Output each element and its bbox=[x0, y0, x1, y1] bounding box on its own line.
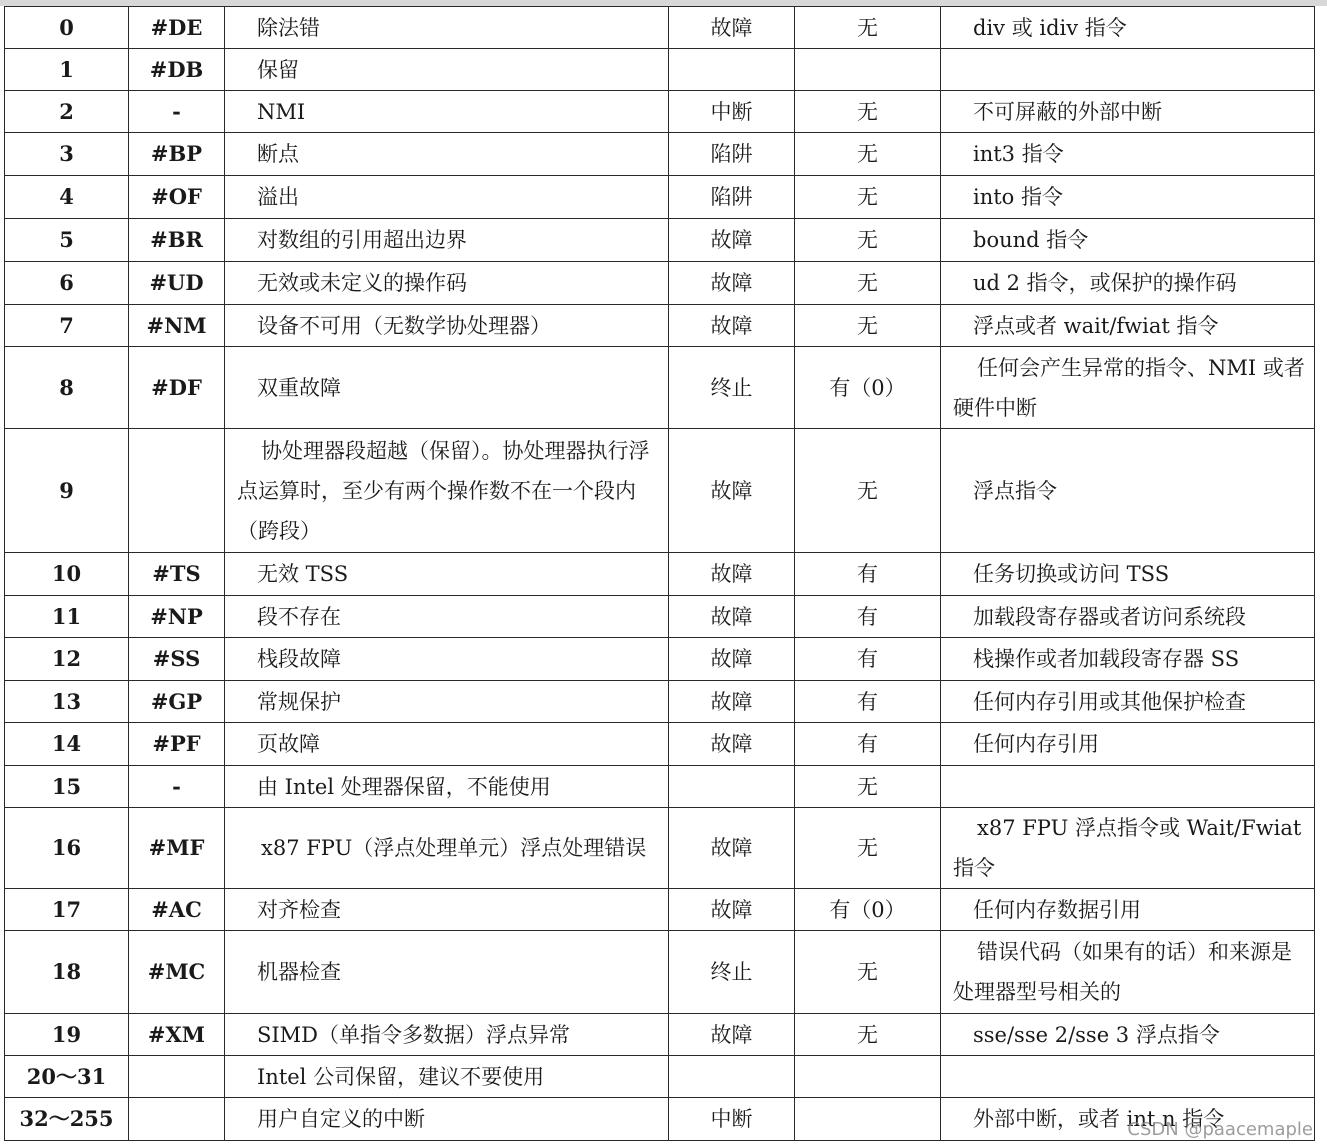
table-row bbox=[5, 723, 1315, 766]
source-cell: bound 指令 bbox=[941, 219, 1315, 262]
mnemonic-cell: #BR bbox=[129, 219, 225, 262]
type-cell: 终止 bbox=[669, 347, 795, 429]
description-cell: 用户自定义的中断 bbox=[225, 1098, 669, 1141]
table-row bbox=[5, 553, 1315, 596]
description-cell: 溢出 bbox=[225, 176, 669, 219]
table-row bbox=[5, 766, 1315, 808]
error-code-cell: 无 bbox=[795, 766, 941, 808]
source-cell: 浮点指令 bbox=[941, 429, 1315, 553]
description-cell: Intel 公司保留，建议不要使用 bbox=[225, 1056, 669, 1098]
table-row bbox=[5, 49, 1315, 91]
description-cell: 常规保护 bbox=[225, 681, 669, 723]
error-code-cell: 无 bbox=[795, 176, 941, 219]
error-code-cell: 无 bbox=[795, 305, 941, 347]
source-cell: 任何会产生异常的指令、NMI 或者硬件中断 bbox=[941, 347, 1315, 429]
vector-cell: 10 bbox=[5, 553, 129, 596]
mnemonic-cell: - bbox=[129, 91, 225, 133]
type-cell: 故障 bbox=[669, 1014, 795, 1056]
description-cell: 栈段故障 bbox=[225, 638, 669, 681]
description-cell: 设备不可用（无数学协处理器） bbox=[225, 305, 669, 347]
source-cell bbox=[941, 766, 1315, 808]
mnemonic-cell: #MF bbox=[129, 808, 225, 889]
mnemonic-cell: #UD bbox=[129, 262, 225, 305]
type-cell: 故障 bbox=[669, 723, 795, 766]
vector-cell: 16 bbox=[5, 808, 129, 889]
source-cell: sse/sse 2/sse 3 浮点指令 bbox=[941, 1014, 1315, 1056]
source-cell: div 或 idiv 指令 bbox=[941, 7, 1315, 49]
description-cell: NMI bbox=[225, 91, 669, 133]
table-row bbox=[5, 808, 1315, 889]
description-cell: 断点 bbox=[225, 133, 669, 176]
type-cell bbox=[669, 766, 795, 808]
source-cell: 错误代码（如果有的话）和来源是处理器型号相关的 bbox=[941, 931, 1315, 1014]
mnemonic-cell bbox=[129, 1056, 225, 1098]
vector-cell: 15 bbox=[5, 766, 129, 808]
description-cell: 除法错 bbox=[225, 7, 669, 49]
mnemonic-cell: #NP bbox=[129, 596, 225, 638]
vector-cell: 12 bbox=[5, 638, 129, 681]
error-code-cell: 有（0） bbox=[795, 889, 941, 931]
vector-cell: 0 bbox=[5, 7, 129, 49]
error-code-cell bbox=[795, 1056, 941, 1098]
error-code-cell: 有 bbox=[795, 723, 941, 766]
table-row bbox=[5, 305, 1315, 347]
mnemonic-cell: #SS bbox=[129, 638, 225, 681]
vector-cell: 19 bbox=[5, 1014, 129, 1056]
error-code-cell bbox=[795, 49, 941, 91]
vector-cell: 13 bbox=[5, 681, 129, 723]
type-cell: 故障 bbox=[669, 305, 795, 347]
vector-cell: 3 bbox=[5, 133, 129, 176]
table-row bbox=[5, 1014, 1315, 1056]
vector-cell: 9 bbox=[5, 429, 129, 553]
mnemonic-cell: #XM bbox=[129, 1014, 225, 1056]
error-code-cell: 无 bbox=[795, 7, 941, 49]
source-cell: 任何内存引用 bbox=[941, 723, 1315, 766]
error-code-cell: 无 bbox=[795, 1014, 941, 1056]
table-row bbox=[5, 219, 1315, 262]
error-code-cell: 无 bbox=[795, 262, 941, 305]
source-cell: into 指令 bbox=[941, 176, 1315, 219]
description-cell: 机器检查 bbox=[225, 931, 669, 1014]
description-cell: 由 Intel 处理器保留，不能使用 bbox=[225, 766, 669, 808]
table-row bbox=[5, 262, 1315, 305]
description-cell: 保留 bbox=[225, 49, 669, 91]
description-cell: 对齐检查 bbox=[225, 889, 669, 931]
type-cell: 陷阱 bbox=[669, 133, 795, 176]
mnemonic-cell: #AC bbox=[129, 889, 225, 931]
source-cell: 任务切换或访问 TSS bbox=[941, 553, 1315, 596]
error-code-cell: 有 bbox=[795, 553, 941, 596]
description-cell: 协处理器段超越（保留）。协处理器执行浮点运算时，至少有两个操作数不在一个段内（跨段） bbox=[225, 429, 669, 553]
interrupt-vector-table bbox=[4, 6, 1315, 1141]
error-code-cell: 无 bbox=[795, 219, 941, 262]
table-row bbox=[5, 91, 1315, 133]
type-cell: 故障 bbox=[669, 596, 795, 638]
error-code-cell: 有 bbox=[795, 596, 941, 638]
source-cell: 浮点或者 wait/fwiat 指令 bbox=[941, 305, 1315, 347]
table-row bbox=[5, 176, 1315, 219]
description-cell: 无效 TSS bbox=[225, 553, 669, 596]
description-cell: SIMD（单指令多数据）浮点异常 bbox=[225, 1014, 669, 1056]
mnemonic-cell bbox=[129, 1098, 225, 1141]
vector-cell: 4 bbox=[5, 176, 129, 219]
table-row bbox=[5, 347, 1315, 429]
type-cell: 故障 bbox=[669, 429, 795, 553]
table-row bbox=[5, 429, 1315, 553]
mnemonic-cell: #DE bbox=[129, 7, 225, 49]
source-cell: 任何内存引用或其他保护检查 bbox=[941, 681, 1315, 723]
source-cell: 任何内存数据引用 bbox=[941, 889, 1315, 931]
table-row bbox=[5, 638, 1315, 681]
source-cell: 外部中断，或者 int n 指令 bbox=[941, 1098, 1315, 1141]
mnemonic-cell: #PF bbox=[129, 723, 225, 766]
table-row bbox=[5, 1098, 1315, 1141]
type-cell: 故障 bbox=[669, 262, 795, 305]
type-cell: 中断 bbox=[669, 1098, 795, 1141]
type-cell: 中断 bbox=[669, 91, 795, 133]
type-cell: 陷阱 bbox=[669, 176, 795, 219]
type-cell: 故障 bbox=[669, 638, 795, 681]
type-cell bbox=[669, 49, 795, 91]
mnemonic-cell: #GP bbox=[129, 681, 225, 723]
table-row bbox=[5, 681, 1315, 723]
mnemonic-cell: #BP bbox=[129, 133, 225, 176]
source-cell: ud 2 指令，或保护的操作码 bbox=[941, 262, 1315, 305]
error-code-cell: 无 bbox=[795, 91, 941, 133]
mnemonic-cell: - bbox=[129, 766, 225, 808]
vector-cell: 2 bbox=[5, 91, 129, 133]
error-code-cell: 无 bbox=[795, 808, 941, 889]
source-cell: int3 指令 bbox=[941, 133, 1315, 176]
description-cell: 无效或未定义的操作码 bbox=[225, 262, 669, 305]
table-row bbox=[5, 931, 1315, 1014]
description-cell: x87 FPU（浮点处理单元）浮点处理错误 bbox=[225, 808, 669, 889]
error-code-cell: 无 bbox=[795, 429, 941, 553]
type-cell: 故障 bbox=[669, 553, 795, 596]
type-cell: 故障 bbox=[669, 889, 795, 931]
mnemonic-cell: #OF bbox=[129, 176, 225, 219]
source-cell: 加载段寄存器或者访问系统段 bbox=[941, 596, 1315, 638]
source-cell: 不可屏蔽的外部中断 bbox=[941, 91, 1315, 133]
type-cell: 终止 bbox=[669, 931, 795, 1014]
description-cell: 段不存在 bbox=[225, 596, 669, 638]
vector-cell: 14 bbox=[5, 723, 129, 766]
watermark: CSDN @paacemaple bbox=[1127, 1119, 1313, 1140]
vector-cell: 8 bbox=[5, 347, 129, 429]
mnemonic-cell: #DF bbox=[129, 347, 225, 429]
vector-cell: 11 bbox=[5, 596, 129, 638]
type-cell: 故障 bbox=[669, 219, 795, 262]
error-code-cell: 有 bbox=[795, 681, 941, 723]
vector-cell: 32～255 bbox=[5, 1098, 129, 1141]
type-cell: 故障 bbox=[669, 681, 795, 723]
table-row bbox=[5, 596, 1315, 638]
description-cell: 双重故障 bbox=[225, 347, 669, 429]
mnemonic-cell bbox=[129, 429, 225, 553]
vector-cell: 18 bbox=[5, 931, 129, 1014]
error-code-cell bbox=[795, 1098, 941, 1141]
error-code-cell: 有 bbox=[795, 638, 941, 681]
type-cell: 故障 bbox=[669, 808, 795, 889]
mnemonic-cell: #MC bbox=[129, 931, 225, 1014]
type-cell: 故障 bbox=[669, 7, 795, 49]
vector-cell: 17 bbox=[5, 889, 129, 931]
source-cell: 栈操作或者加载段寄存器 SS bbox=[941, 638, 1315, 681]
description-cell: 对数组的引用超出边界 bbox=[225, 219, 669, 262]
error-code-cell: 无 bbox=[795, 931, 941, 1014]
mnemonic-cell: #DB bbox=[129, 49, 225, 91]
table-row bbox=[5, 7, 1315, 49]
table-row bbox=[5, 1056, 1315, 1098]
vector-cell: 7 bbox=[5, 305, 129, 347]
error-code-cell: 无 bbox=[795, 133, 941, 176]
vector-cell: 5 bbox=[5, 219, 129, 262]
table-row bbox=[5, 133, 1315, 176]
mnemonic-cell: #TS bbox=[129, 553, 225, 596]
source-cell: x87 FPU 浮点指令或 Wait/Fwiat 指令 bbox=[941, 808, 1315, 889]
source-cell bbox=[941, 49, 1315, 91]
error-code-cell: 有（0） bbox=[795, 347, 941, 429]
vector-cell: 6 bbox=[5, 262, 129, 305]
source-cell bbox=[941, 1056, 1315, 1098]
vector-cell: 20～31 bbox=[5, 1056, 129, 1098]
mnemonic-cell: #NM bbox=[129, 305, 225, 347]
vector-cell: 1 bbox=[5, 49, 129, 91]
table-row bbox=[5, 889, 1315, 931]
description-cell: 页故障 bbox=[225, 723, 669, 766]
type-cell bbox=[669, 1056, 795, 1098]
